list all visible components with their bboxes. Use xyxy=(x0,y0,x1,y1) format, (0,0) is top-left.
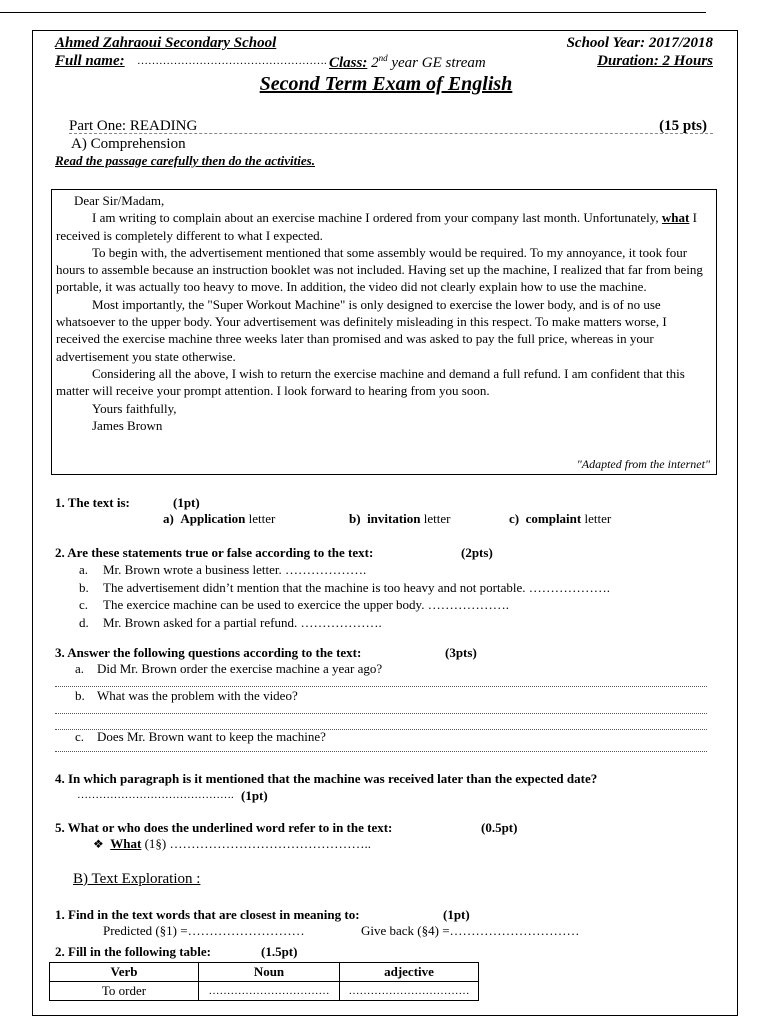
header-verb: Verb xyxy=(50,963,199,982)
qb2-label: 2. Fill in the following table: xyxy=(55,944,211,959)
part-one-points: (15 pts) xyxy=(659,118,707,134)
exam-page xyxy=(32,30,738,1016)
q1-label: 1. The text is: xyxy=(55,495,130,510)
answer-line[interactable] xyxy=(55,751,707,752)
word-forms-table xyxy=(49,962,479,1001)
answer-line[interactable] xyxy=(55,713,707,714)
reading-passage xyxy=(51,189,717,475)
q3-question-a: a. Did Mr. Brown order the exercise machine a year ago? xyxy=(75,661,383,676)
q2-item: b. The advertisement didn’t mention that the machine is too heavy and not portable. ………………. xyxy=(79,579,611,595)
q2-item: c. The exercice machine can be used to exercice the upper body. ………………. xyxy=(79,597,509,612)
qb1-word-predicted: Predicted (§1) =……………………… xyxy=(103,923,305,938)
section-a-title: A) Comprehension xyxy=(71,136,186,152)
diamond-bullet-icon: ❖ xyxy=(93,837,104,851)
school-year: School Year: 2017/2018 xyxy=(566,35,713,51)
qb1-points: (1pt) xyxy=(443,907,470,922)
q5-points: (0.5pt) xyxy=(481,820,518,835)
paragraph-1: I am writing to complain about an exercise machine I ordered from your company last month. Unfortunately, what I received is completely different to what I expected. xyxy=(56,210,697,243)
qb1-word-give-back: Give back (§4) =………………………… xyxy=(361,923,580,938)
cell-adjective[interactable]: …………………………… xyxy=(340,982,479,1001)
q2-item: a. Mr. Brown wrote a business letter. ………………. xyxy=(79,562,367,577)
part-one-label: Part One: READING xyxy=(69,118,198,134)
header-noun: Noun xyxy=(199,963,340,982)
paragraph-3: Most importantly, the "Super Workout Machine" is only designed to exercise the lower body, and is of no use whatsoever to the upper body. Your advertisement was definitely misleading in this respect. To make matters worse, I received the exercise machine three weeks later than promised and was asked to pay the full price, whereas in your advertisement you state otherwise. xyxy=(56,296,667,364)
q3-question-b: b. What was the problem with the video? xyxy=(75,688,298,703)
table-row xyxy=(50,982,479,1001)
q2-points: (2pts) xyxy=(461,545,493,560)
signature: James Brown xyxy=(92,417,163,433)
q2-label: 2. Are these statements true or false according to the text: xyxy=(55,545,374,560)
q2-statements xyxy=(79,561,610,631)
q1-option-c: c) complaint letter xyxy=(509,511,612,526)
q1-points: (1pt) xyxy=(173,495,200,510)
qb1-label: 1. Find in the text words that are closest in meaning to: xyxy=(55,907,360,922)
q3-label: 3. Answer the following questions according to the text: xyxy=(55,645,362,660)
cell-verb: To order xyxy=(50,982,199,1001)
class-info: Class: 2nd year GE stream xyxy=(329,53,486,71)
greeting: Dear Sir/Madam, xyxy=(74,193,165,208)
paragraph-2: To begin with, the advertisement mentioned that some assembly would be required. To my annoyance, it took four hours to assemble because an instruction booklet was not included. Having set up the machine, I realized that far from being portable, it was actually too heavy to move. In addition, the video did not clearly explain how to use the machine. xyxy=(56,244,703,295)
q4-label: 4. In which paragraph is it mentioned that the machine was received later than the expected date? xyxy=(55,771,598,786)
q2-item: d. Mr. Brown asked for a partial refund. ………………. xyxy=(79,614,382,630)
instruction: Read the passage carefully then do the activities. xyxy=(55,153,315,168)
qb2-points: (1.5pt) xyxy=(261,944,298,959)
school-name: Ahmed Zahraoui Secondary School xyxy=(55,35,277,51)
q3-points: (3pts) xyxy=(445,645,477,660)
closing: Yours faithfully, xyxy=(92,400,177,416)
passage-source: "Adapted from the internet" xyxy=(576,456,710,471)
q4-answer-dots[interactable]: ……………………………………. xyxy=(77,789,234,801)
section-b-title: B) Text Exploration : xyxy=(73,871,201,887)
header-adjective: adjective xyxy=(340,963,479,982)
q4-points: (1pt) xyxy=(241,788,268,803)
exam-title: Second Term Exam of English xyxy=(259,73,513,95)
full-name-label: Full name: xyxy=(55,53,125,69)
q5-answer: ❖ What (1§) ……………………………………….. xyxy=(93,836,371,851)
q1-option-b: b) invitation letter xyxy=(349,511,451,526)
top-rule xyxy=(0,12,706,13)
table-header-row xyxy=(50,963,479,982)
paragraph-4: Considering all the above, I wish to return the exercise machine and demand a full refund. I am confident that this matter will receive your prompt attention. I look forward to hearing from you soon. xyxy=(56,365,685,399)
q3-question-c: c. Does Mr. Brown want to keep the machine? xyxy=(75,729,326,744)
cell-noun[interactable]: …………………………… xyxy=(199,982,340,1001)
full-name-dots: ……………………………………………. xyxy=(137,55,327,67)
duration: Duration: 2 Hours xyxy=(597,53,713,69)
underlined-word: what xyxy=(661,210,690,226)
q1-option-a: a) Application letter xyxy=(163,511,276,526)
answer-line[interactable] xyxy=(55,686,707,687)
q5-label: 5. What or who does the underlined word refer to in the text: xyxy=(55,820,393,835)
